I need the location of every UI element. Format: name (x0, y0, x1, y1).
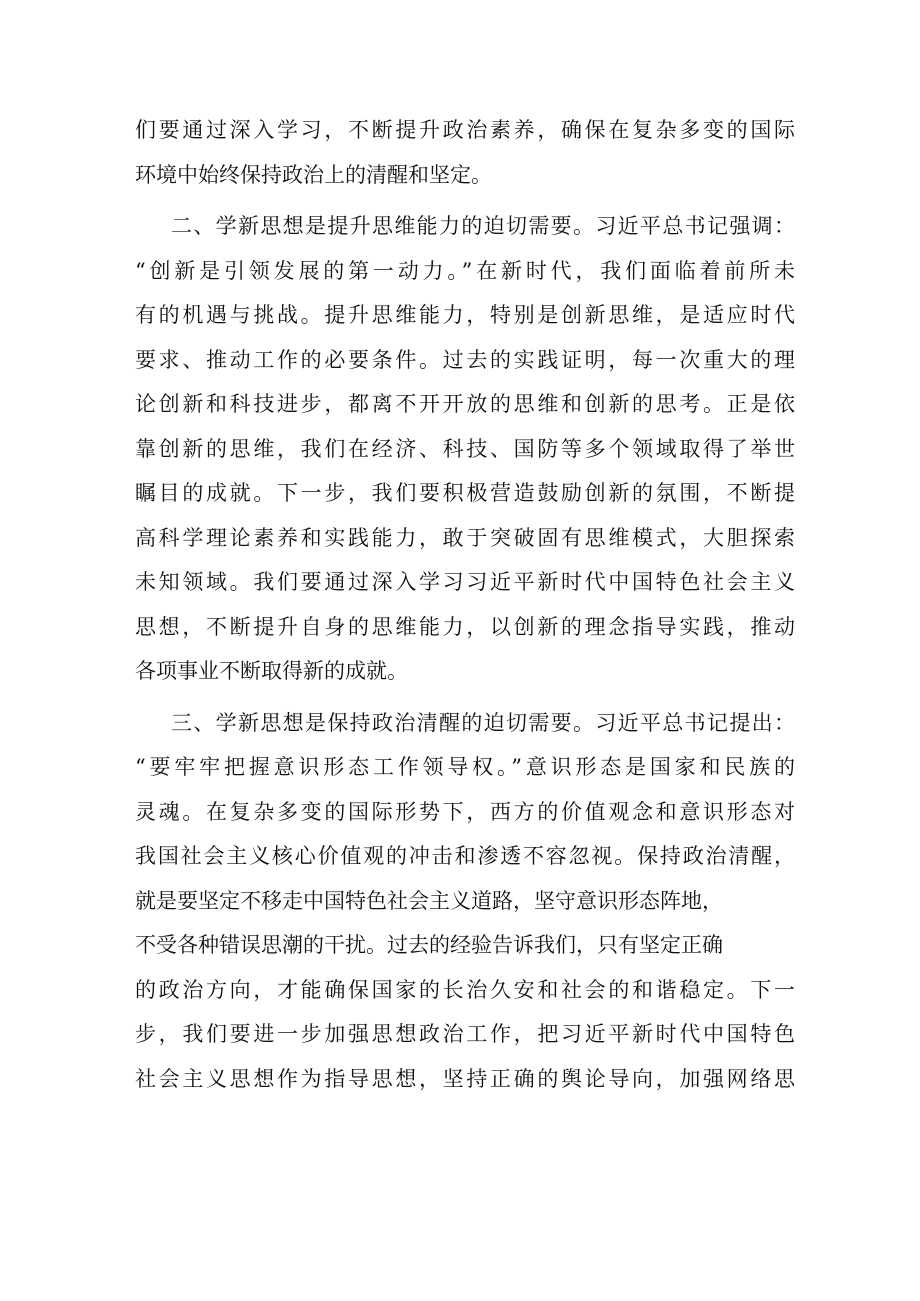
text-line: 的政治方向，才能确保国家的长治久安和社会的和谐稳定。下一 (135, 977, 795, 1002)
text-line: 思想，不断提升自身的思维能力，以创新的理念指导实践，推动 (135, 614, 795, 639)
paragraph-2 (135, 204, 795, 694)
text-line: 未知领域。我们要通过深入学习习近平新时代中国特色社会主义 (135, 570, 795, 594)
paragraph-1 (135, 108, 795, 197)
text-line: 二、学新思想是提升思维能力的迫切需要。习近平总书记强调： (171, 214, 795, 238)
text-line: “创新是引领发展的第一动力。”在新时代，我们面临着前所未 (135, 258, 795, 283)
text-line: 各项事业不断取得新的成就。 (135, 659, 408, 683)
text-line: “要牢牢把握意识形态工作领导权。”意识形态是国家和民族的 (135, 755, 795, 779)
text-line: 论创新和科技进步，都离不开开放的思维和创新的思考。正是依 (135, 392, 795, 416)
text-line: 们要通过深入学习，不断提升政治素养，确保在复杂多变的国际 (135, 118, 795, 142)
text-line: 三、学新思想是保持政治清醒的迫切需要。习近平总书记提出： (171, 710, 795, 735)
text-line: 不受各种错误思潮的干扰。过去的经验告诉我们，只有坚定正确 (135, 933, 723, 957)
text-line: 瞩目的成就。下一步，我们要积极营造鼓励创新的氛围，不断提 (135, 481, 795, 505)
text-line: 环境中始终保持政治上的清醒和坚定。 (135, 162, 492, 187)
text-line: 就是要坚定不移走中国特色社会主义道路，坚守意识形态阵地， (135, 888, 723, 913)
text-line: 靠创新的思维，我们在经济、科技、国防等多个领域取得了举世 (135, 436, 795, 461)
text-line: 灵魂。在复杂多变的国际形势下，西方的价值观念和意识形态对 (135, 799, 795, 824)
text-line: 有的机遇与挑战。提升思维能力，特别是创新思维，是适应时代 (135, 303, 795, 327)
text-line: 社会主义思想作为指导思想，坚持正确的舆论导向，加强网络思 (135, 1066, 795, 1091)
document-body (135, 108, 795, 1101)
paragraph-3 (135, 701, 795, 1102)
text-line: 高科学理论素养和实践能力，敢于突破固有思维模式，大胆探索 (135, 525, 795, 550)
text-line: 要求、推动工作的必要条件。过去的实践证明，每一次重大的理 (135, 347, 795, 372)
text-line: 我国社会主义核心价值观的冲击和渗透不容忽视。保持政治清醒， (135, 844, 795, 868)
text-line: 步，我们要进一步加强思想政治工作，把习近平新时代中国特色 (135, 1022, 795, 1046)
